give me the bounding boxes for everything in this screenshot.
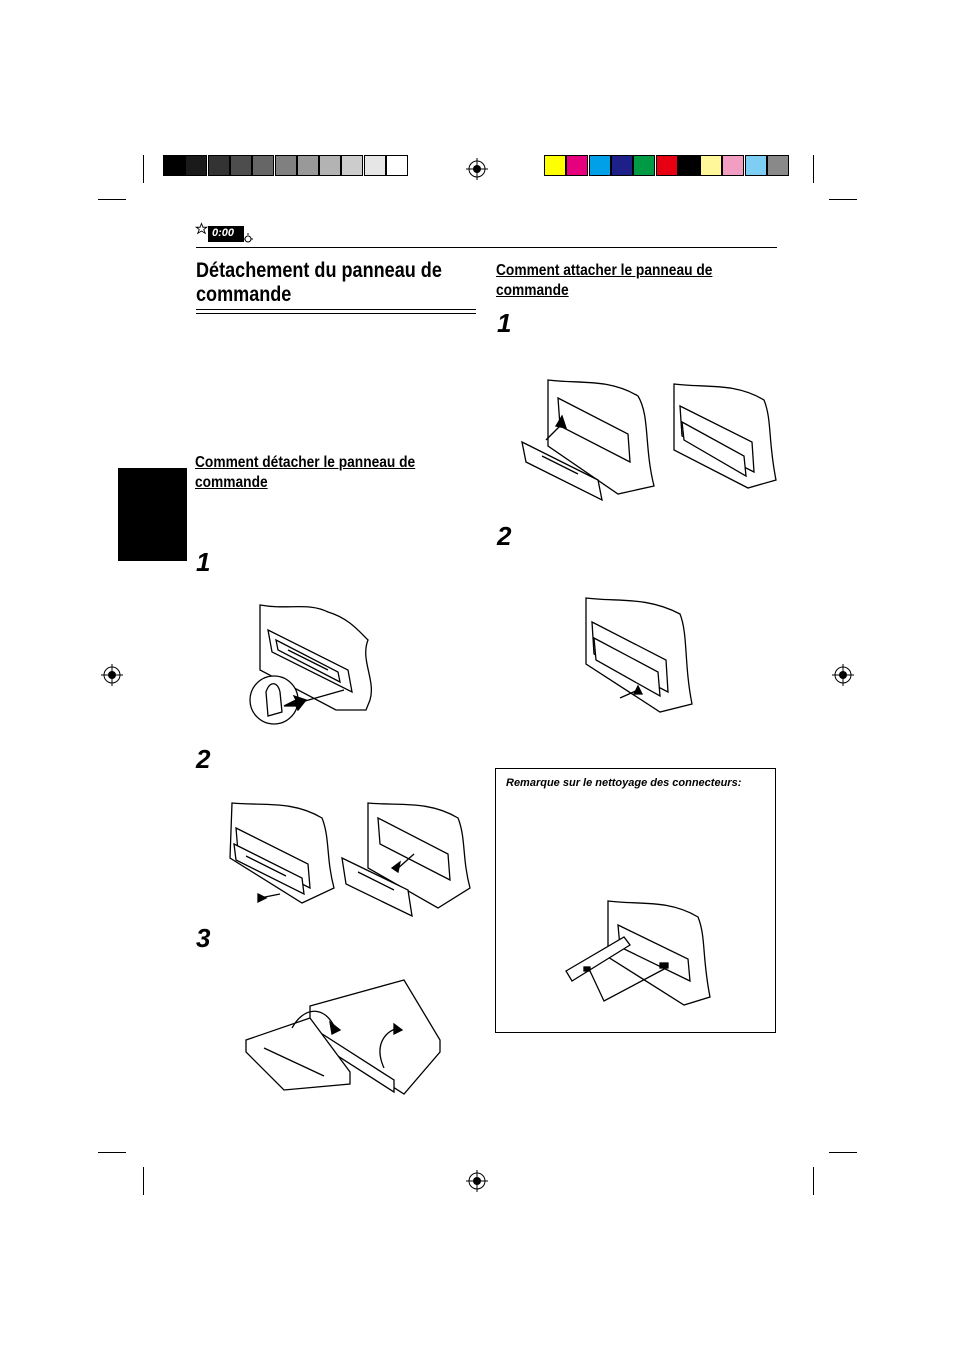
- grayscale-swatch: [319, 155, 341, 176]
- registration-mark-icon: [101, 664, 123, 686]
- grayscale-swatch: [386, 155, 408, 176]
- crop-mark: [829, 1152, 857, 1153]
- crop-mark: [813, 1167, 814, 1195]
- color-swatch: [611, 155, 633, 176]
- clock-display-icon: [196, 222, 256, 244]
- color-swatch: [722, 155, 744, 176]
- title-rule: [196, 313, 476, 314]
- page-title: Détachement du panneau de commande: [196, 259, 442, 306]
- header-rule: [196, 247, 777, 248]
- registration-mark-icon: [832, 664, 854, 686]
- color-swatch: [678, 155, 700, 176]
- detach-step-1: 1: [196, 547, 211, 577]
- grayscale-swatch: [275, 155, 297, 176]
- release-button-illustration: [248, 600, 378, 730]
- note-title: Remarque sur le nettoyage des connecteurs:: [506, 777, 742, 789]
- registration-mark-icon: [466, 158, 488, 180]
- connectors-illustration: [564, 897, 714, 1017]
- crop-mark: [98, 199, 126, 200]
- color-swatch: [767, 155, 789, 176]
- language-side-tab: [118, 468, 187, 561]
- grayscale-swatch: [163, 155, 185, 176]
- crop-mark: [143, 1167, 144, 1195]
- crop-mark: [813, 155, 814, 183]
- registration-mark-icon: [466, 1170, 488, 1192]
- detach-step-2: 2: [196, 744, 211, 774]
- clock-display-text: 0:00: [212, 227, 235, 239]
- color-swatch: [589, 155, 611, 176]
- color-swatch: [656, 155, 678, 176]
- grayscale-swatch: [208, 155, 230, 176]
- color-swatch: [633, 155, 655, 176]
- color-swatch: [566, 155, 588, 176]
- crop-mark: [829, 199, 857, 200]
- press-panel-illustration: [580, 594, 700, 716]
- cleaning-note-box: [495, 768, 776, 1033]
- grayscale-swatch: [364, 155, 386, 176]
- grayscale-swatch: [252, 155, 274, 176]
- grayscale-swatch: [341, 155, 363, 176]
- crop-mark: [98, 1152, 126, 1153]
- attach-heading: Comment attacher le panneau de commande: [496, 262, 713, 299]
- color-swatch: [745, 155, 767, 176]
- insert-panel-illustration: [518, 376, 668, 501]
- color-swatch: [700, 155, 722, 176]
- detach-step-3: 3: [196, 923, 211, 953]
- color-swatch: [544, 155, 566, 176]
- pull-panel-illustration: [222, 798, 337, 908]
- crop-mark: [143, 155, 144, 183]
- grayscale-swatch: [230, 155, 252, 176]
- title-rule: [196, 309, 476, 310]
- grayscale-swatch: [297, 155, 319, 176]
- panel-hinged-illustration: [668, 380, 780, 492]
- panel-case-illustration: [244, 976, 442, 1096]
- remove-panel-illustration: [338, 798, 478, 918]
- attach-step-2: 2: [497, 521, 512, 551]
- detach-heading: Comment détacher le panneau de commande: [195, 454, 416, 491]
- grayscale-swatch: [185, 155, 207, 176]
- attach-step-1: 1: [497, 308, 512, 338]
